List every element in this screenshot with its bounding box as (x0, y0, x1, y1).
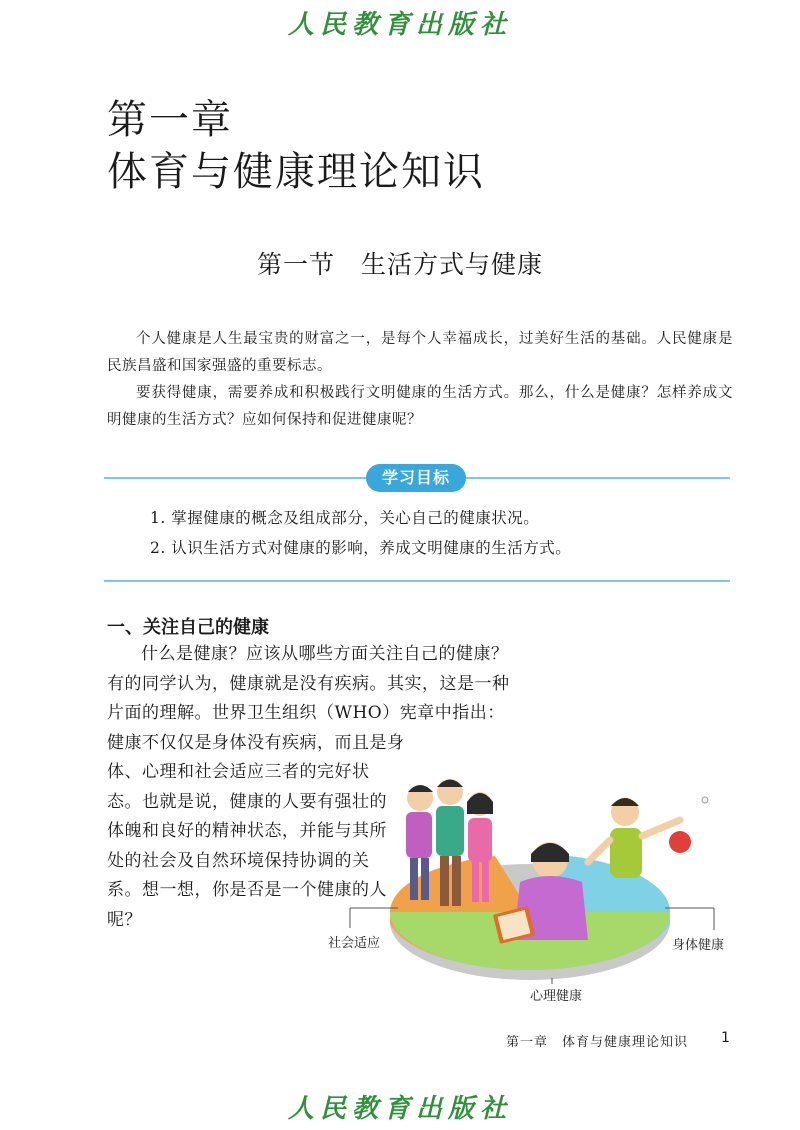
objectives-divider (104, 580, 730, 582)
objective-item: 1. 掌握健康的概念及组成部分，关心自己的健康状况。 (150, 509, 540, 527)
objectives-badge: 学习目标 (366, 464, 466, 492)
footer-chapter-title: 第一章 体育与健康理论知识 (506, 1035, 689, 1050)
page-number: 1 (721, 1030, 730, 1046)
chapter-number: 第一章 (107, 97, 233, 143)
label-mental-health: 心理健康 (530, 989, 583, 1004)
subsection-heading: 一、关注自己的健康 (107, 617, 269, 638)
publisher-footer: 人民教育出版社 (287, 1094, 512, 1124)
objective-item: 2. 认识生活方式对健康的影响，养成文明健康的生活方式。 (150, 539, 572, 557)
section-title: 第一节 生活方式与健康 (256, 250, 543, 279)
health-illustration (320, 770, 740, 1010)
intro-paragraph: 要获得健康，需要养成和积极践行文明健康的生活方式。那么，什么是健康？怎样养成文明健康的生活方式？应如何保持和促进健康呢？ (107, 385, 733, 428)
body-paragraph-continued: 体、心理和社会适应三者的完好状态。也就是说，健康的人要有强壮的体魄和良好的精神状态，并能与其所处的社会及自然环境保持协调的关系。想一想，你是否是一个健康的人呢？ (107, 762, 387, 930)
chapter-title: 体育与健康理论知识 (107, 149, 485, 195)
publisher-header: 人民教育出版社 (287, 10, 512, 40)
label-social-adaptation: 社会适应 (328, 936, 381, 951)
body-paragraph: 什么是健康？应该从哪些方面关注自己的健康？有的同学认为，健康就是没有疾病。其实，这是一种片面的理解。世界卫生组织（WHO）宪章中指出：健康不仅仅是身体没有疾病，而且是身 (107, 644, 510, 753)
label-physical-health: 身体健康 (672, 938, 725, 953)
intro-paragraph: 个人健康是人生最宝贵的财富之一，是每个人幸福成长，过美好生活的基础。人民健康是民族昌盛和国家强盛的重要标志。 (107, 331, 733, 374)
